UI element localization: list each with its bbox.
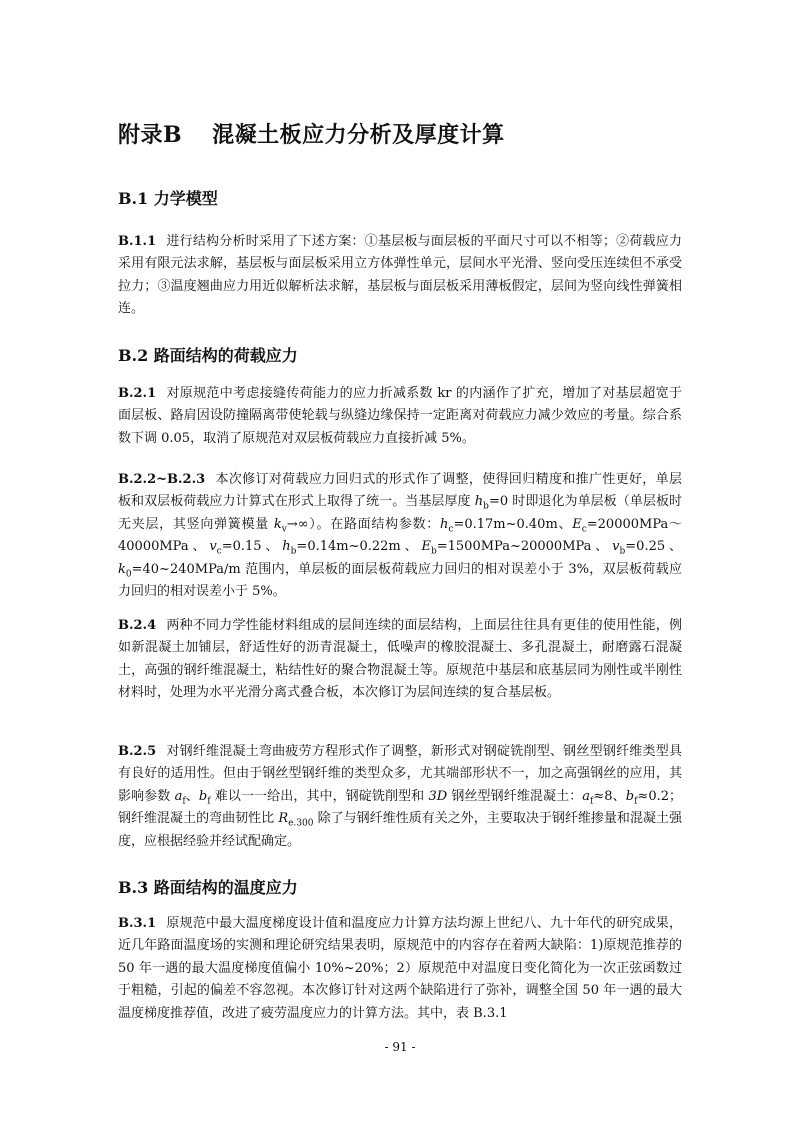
text-segment: ≈0.2；钢纤维混凝土的弯曲韧性比: [118, 788, 682, 827]
symbol-a: a: [174, 788, 183, 804]
paragraph-b3-1: [118, 913, 682, 1025]
appendix-title-text: 混凝土板应力分析及厚度计算: [212, 122, 505, 148]
section-heading-b3: B.3 路面结构的温度应力: [118, 878, 298, 897]
text-segment: ）。在路面结构参数：: [308, 516, 441, 532]
text-segment: =20000MPa～40000MPa、: [118, 516, 682, 555]
subscript-v: v: [281, 524, 287, 535]
clause-number: B.2.2~B.2.3: [118, 472, 206, 487]
paragraph-b2-2: [118, 469, 682, 603]
subscript-e300: e.300: [288, 818, 314, 829]
clause-number: B.3.1: [118, 916, 157, 931]
symbol-R: R: [278, 811, 289, 827]
symbol-a: a: [582, 788, 591, 804]
section-heading-b1: B.1 力学模型: [118, 189, 218, 208]
text-segment: =0.25、: [625, 539, 682, 555]
paragraph-b2-5: [118, 741, 682, 853]
text-segment: ≈8、: [593, 788, 626, 804]
symbol-v: v: [209, 539, 217, 555]
text-segment: 难以一一给出，其中，钢碇铣削型和: [210, 788, 429, 804]
text-segment: =40~240MPa/m 范围内，单层板的面层板荷载应力回归的相对误差小于 3%，双层板荷载应力回归的相对误差小于 5%。: [118, 561, 682, 600]
text-segment: =0.14m~0.22m、: [296, 539, 422, 555]
symbol-k: k: [118, 561, 126, 577]
symbol-h: h: [282, 539, 291, 555]
subscript-f: f: [182, 796, 186, 807]
subscript-f: f: [634, 796, 638, 807]
appendix-title: [118, 118, 505, 149]
section-heading-b2: B.2 路面结构的荷载应力: [118, 346, 298, 365]
subscript-b: b: [483, 502, 489, 512]
text-segment: 对钢纤维混凝土弯曲疲劳方程形式作了调整，新形式对钢碇铣削型、钢丝型钢纤维类型具有良好的适用性。但由于钢丝型钢纤维的类型众多，尤其端部形状不一，加之高强钢丝的应用，其影响参数: [118, 744, 682, 804]
clause-number: B.1.1: [118, 234, 157, 249]
paragraph-b1-1: [118, 231, 682, 321]
symbol-E: E: [421, 539, 431, 555]
symbol-b: b: [198, 788, 208, 804]
text-segment: 本次修订对荷载应力回归式的形式作了调整，使得回归精度和推广性更好，单层板和双层板荷载应力计算式在形式上取得了统一。当基层厚度: [118, 472, 682, 510]
clause-number: B.2.5: [118, 744, 157, 759]
symbol-infinity: →∞: [286, 516, 309, 532]
symbol-h: h: [474, 494, 484, 510]
symbol-v: v: [612, 539, 620, 555]
subscript-c: c: [581, 524, 587, 535]
text-segment: 钢丝型钢纤维混凝土：: [447, 788, 583, 804]
paragraph-text: 两种不同力学性能材料组成的层间连续的面层结构，上面层往往具有更佳的使用性能，例如新混凝土加铺层，舒适性好的沥青混凝土，低噪声的橡胶混凝土、多孔混凝土，耐磨露石混凝土，高强的钢纤维混凝土，粘结性好的聚合物混凝土等。原规范中基层和底基层同为刚性或半刚性材料时，处理为水平光滑分离式叠合板，本次修订为层间连续的复合基层板。: [118, 618, 682, 701]
appendix-code: 附录B: [118, 122, 183, 148]
paragraph-text: 对原规范中考虑接缝传荷能力的应力折减系数 kr 的内涵作了扩充，增加了对基层超宽于面层板、路肩因设防撞隔离带使轮载与纵缝边缘保持一定距离对荷载应力减少效应的考量。综合系数下调 0.05，取消了原规范对双层板荷载应力直接折减 5%。: [118, 386, 682, 446]
symbol-E: E: [572, 516, 582, 532]
subscript-b: b: [619, 546, 626, 557]
paragraph-text: 原规范中最大温度梯度设计值和温度应力计算方法均源上世纪八、九十年代的研究成果，近几年路面温度场的实测和理论研究结果表明，原规范中的内容存在着两大缺陷：1)原规范推荐的 50 年一遇的最大温度梯度值偏小 10%~20%；2）原规范中对温度日变化简化为一次正弦函数过于粗糙，引起的偏差不容忽视。本次修订针对这两个缺陷进行了弥补，调整全国 50 年一遇的最大温度梯度推荐值，改进了疲劳温度应力的计算方法。其中，表 B.3.1: [118, 916, 682, 1021]
text-segment: =1500MPa~20000MPa、: [436, 539, 613, 555]
paragraph-b2-1: [118, 383, 682, 450]
text-segment: 除了与钢纤维性质有关之外，主要取决于钢纤维掺量和混凝土强度，应根据经验并经试配确定。: [118, 811, 682, 849]
text-segment: =0.15、: [221, 539, 283, 555]
symbol-3d: 3D: [428, 788, 448, 804]
paragraph-b2-4: [118, 615, 682, 705]
symbol-h: h: [440, 516, 449, 532]
clause-number: B.2.1: [118, 386, 157, 401]
subscript-0: 0: [125, 569, 132, 580]
symbol-b: b: [625, 788, 635, 804]
page-number: - 91 -: [384, 1040, 416, 1054]
text-segment: =0 时即退化为单层板（单层板时无夹层，其竖向弹簧模量: [118, 494, 683, 532]
subscript-f: f: [207, 796, 211, 807]
symbol-k: k: [273, 516, 282, 532]
text-segment: =0.17m~0.40m、: [453, 516, 573, 532]
paragraph-text: 进行结构分析时采用了下述方案：①基层板与面层板的平面尺寸可以不相等；②荷载应力采用有限元法求解，基层板与面层板采用立方体弹性单元，层间水平光滑、竖向受压连续但不承受拉力；③温度翘曲应力用近似解析法求解，基层板与面层板采用薄板假定，层间为竖向线性弹簧相连。: [118, 234, 682, 317]
subscript-c: c: [448, 524, 454, 535]
subscript-f: f: [590, 796, 594, 807]
clause-number: B.2.4: [118, 618, 157, 633]
text-segment: 、: [185, 788, 199, 804]
subscript-b: b: [290, 546, 297, 557]
subscript-b: b: [430, 546, 437, 557]
subscript-c: c: [216, 546, 222, 557]
